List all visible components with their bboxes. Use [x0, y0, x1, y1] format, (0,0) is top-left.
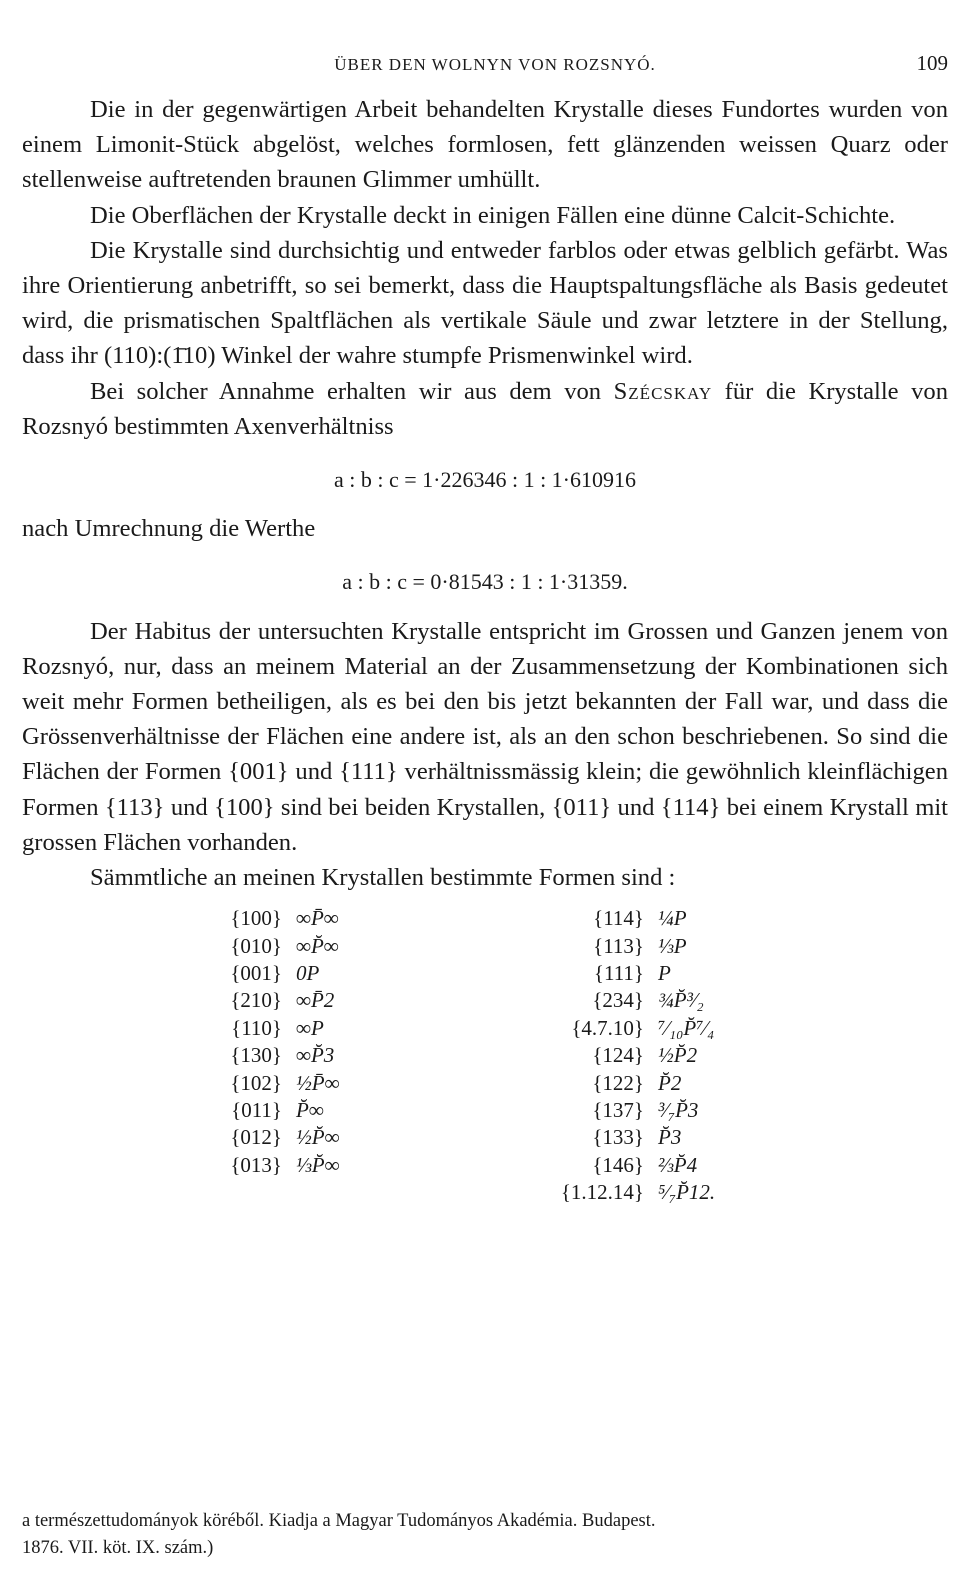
form-row	[522, 960, 715, 987]
form-index: {001}	[230, 961, 282, 986]
form-index: {1.12.14}	[560, 1180, 644, 1205]
form-row	[522, 1152, 715, 1179]
form-symbol: ∞P̄2	[296, 988, 335, 1013]
footnote-line-2: 1876. VII. köt. IX. szám.)	[22, 1538, 214, 1558]
form-index: {4.7.10}	[571, 1015, 644, 1040]
form-row	[212, 1124, 340, 1151]
form-symbol: ⁵⁄₇P̆12.	[658, 1180, 716, 1205]
form-symbol: ¼P	[658, 906, 687, 931]
running-title: ÜBER DEN WOLNYN VON ROZSNYÓ.	[334, 55, 656, 74]
form-index: {146}	[592, 1152, 644, 1177]
form-row	[212, 933, 340, 960]
forms-table	[22, 905, 948, 1235]
form-row	[522, 905, 715, 932]
form-symbol: ∞P	[296, 1015, 324, 1040]
form-symbol: P̆2	[658, 1070, 682, 1095]
form-row	[212, 960, 340, 987]
forms-left-column	[212, 905, 340, 1179]
form-symbol: P̆3	[658, 1125, 682, 1150]
form-row	[522, 1042, 715, 1069]
form-symbol: ½P̆∞	[296, 1125, 340, 1150]
form-index: {100}	[230, 906, 282, 931]
form-index: {133}	[592, 1125, 644, 1150]
paragraph-4-start: Bei solcher Annahme erhalten wir aus dem von	[90, 377, 602, 405]
paragraph-5: nach Umrechnung die Werthe	[22, 515, 316, 543]
form-row	[522, 1015, 715, 1042]
footnote	[22, 1508, 948, 1562]
form-symbol: ∞P̆∞	[296, 933, 339, 958]
form-index: {111}	[593, 961, 644, 986]
form-row	[212, 1042, 340, 1069]
body-text	[22, 92, 948, 1235]
page-number: 109	[916, 51, 948, 75]
form-row	[212, 1070, 340, 1097]
form-row	[522, 1179, 715, 1206]
form-index: {010}	[230, 933, 282, 958]
form-index: {137}	[592, 1098, 644, 1122]
form-symbol: ³⁄₇P̆3	[658, 1098, 699, 1122]
form-symbol: ∞P̆3	[296, 1043, 335, 1068]
paragraph-3: Die Krystalle sind durchsichtig und entweder farblos oder etwas gelblich gefärbt. Was ihre Orientierung anbetrifft, so sei bemerkt, dass die Hauptspaltungsfläche als Basis gedeutet wird, die prismatischen Spaltflächen als vertikale Säule und zwar letztere in der Stellung, dass ihr (110):(1̄10) Winkel der wahre stumpfe Prismenwinkel wird.	[22, 236, 948, 370]
form-symbol: ½P̆2	[658, 1043, 698, 1068]
form-row	[522, 1124, 715, 1151]
form-symbol: P̆∞	[296, 1098, 324, 1122]
form-row	[212, 1152, 340, 1179]
forms-right-column	[522, 905, 715, 1206]
paragraph-1: Die in der gegenwärtigen Arbeit behandelten Krystalle dieses Fundortes wurden von einem Limonit-Stück abgelöst, welches formlosen, fett glänzenden weissen Quarz oder stellenweise auftretenden braunen Glimmer umhüllt.	[22, 96, 948, 194]
form-row	[212, 1097, 340, 1124]
form-symbol: 0P	[296, 961, 320, 986]
form-index: {012}	[230, 1125, 282, 1150]
form-symbol: ∞P̄∞	[296, 906, 339, 931]
paragraph-4	[22, 374, 948, 444]
form-index: {210}	[230, 988, 282, 1013]
form-symbol: ⅔P̆4	[658, 1152, 698, 1177]
form-symbol: ½P̄∞	[296, 1070, 340, 1095]
paragraph-2: Die Oberflächen der Krystalle deckt in einigen Fällen eine dünne Calcit-Schichte.	[90, 201, 896, 229]
form-index: {013}	[230, 1152, 282, 1177]
form-symbol: ⅓P	[658, 933, 687, 958]
form-row	[522, 1070, 715, 1097]
form-symbol: P	[658, 961, 671, 986]
form-index: {110}	[231, 1015, 282, 1040]
footnote-line-1: a természettudományok köréből. Kiadja a Magyar Tudományos Akadémia. Budapest.	[22, 1511, 656, 1531]
form-row	[522, 933, 715, 960]
form-row	[212, 905, 340, 932]
form-symbol: ⁷⁄₁₀P̆⁷⁄₄	[658, 1015, 715, 1040]
form-index: {102}	[230, 1070, 282, 1095]
axial-ratio-formula-1: a : b : c = 1·226346 : 1 : 1·610916	[333, 467, 637, 493]
form-row	[522, 987, 715, 1014]
form-index: {122}	[592, 1070, 644, 1095]
form-index: {011}	[231, 1098, 282, 1122]
form-row	[212, 987, 340, 1014]
form-row	[212, 1015, 340, 1042]
form-symbol: ⅓P̆∞	[296, 1152, 340, 1177]
page-header	[22, 51, 948, 85]
axial-ratio-formula-2: a : b : c = 0·81543 : 1 : 1·31359.	[342, 569, 628, 595]
paragraph-4-end: für die Krystalle von Rozsnyó bestimmten Axenverhältniss	[22, 377, 949, 440]
form-index: {114}	[593, 906, 644, 931]
form-index: {113}	[593, 933, 644, 958]
form-index: {124}	[592, 1043, 644, 1068]
form-index: {234}	[592, 988, 644, 1013]
form-symbol: ¾P̆³⁄₂	[658, 988, 704, 1013]
paragraph-6: Der Habitus der untersuchten Krystalle entspricht im Grossen und Ganzen jenem von Rozsnyó, nur, dass an meinem Material an der Zusammensetzung der Kombinationen sich weit mehr Formen betheiligen, als es bei den bis jetzt bekannten der Fall war, und dass die Grössenverhältnisse der Flächen eine andere ist, als an den schon beschriebenen. So sind die Flächen der Formen {001} und {111} verhältnissmässig klein; die gewöhnlich kleinflächigen Formen {113} und {100} sind bei beiden Krystallen, {011} und {114} bei einem Krystall mit grossen Flächen vorhanden.	[22, 617, 948, 856]
form-row	[522, 1097, 715, 1124]
form-index: {130}	[230, 1043, 282, 1068]
author-name: Szécskay	[613, 377, 713, 405]
paragraph-7: Sämmtliche an meinen Krystallen bestimmte Formen sind :	[90, 864, 676, 892]
